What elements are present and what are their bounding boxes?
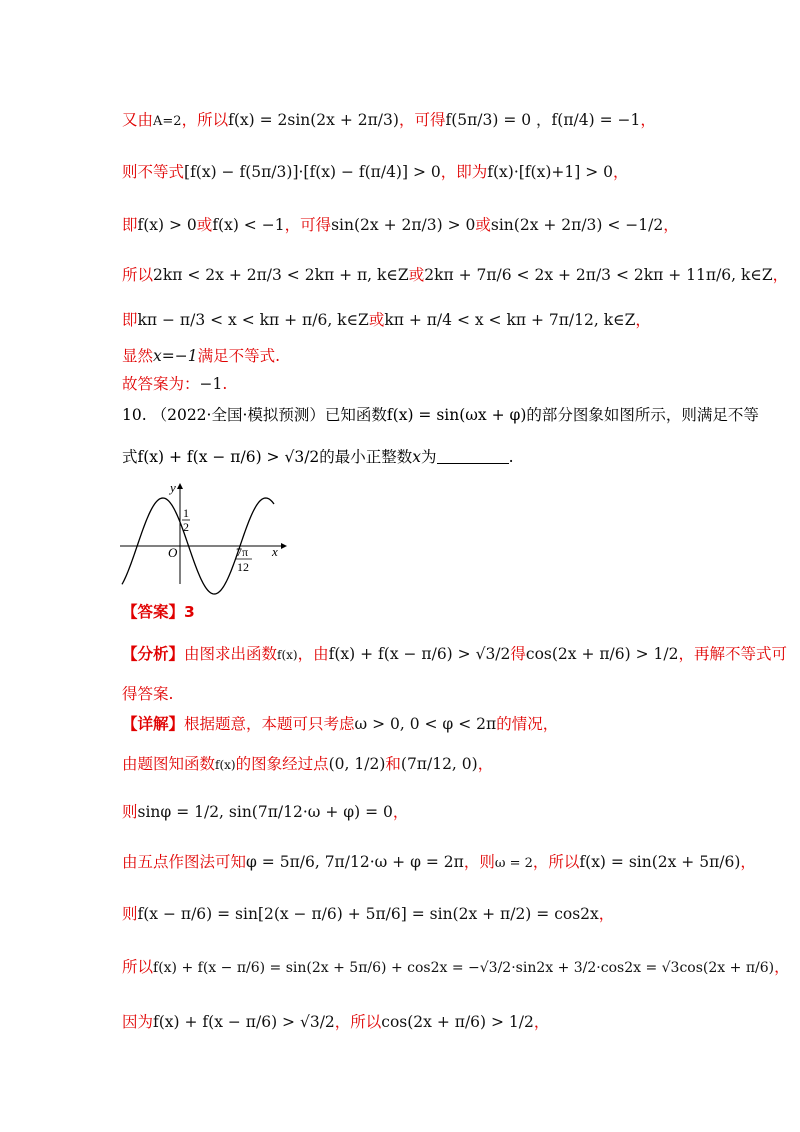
solution-line-4: 所以2kπ < 2x + 2π/3 < 2kπ + π, k∈Z或2kπ + 7π/6 < 2x + 2π/3 < 2kπ + 11π/6, k∈Z， (122, 266, 789, 284)
analysis-line-2: 得答案. (122, 685, 174, 703)
x-tick-denominator: 12 (237, 560, 249, 574)
answer-label: 【答案】 (122, 603, 185, 621)
y-axis-arrow (177, 483, 183, 489)
problem-line-1: 10. （2022·全国·模拟预测）已知函数f(x) = sin(ωx + φ)的部分图象如图所示，则满足不等 (122, 406, 759, 424)
detail-line-7: 因为f(x) + f(x − π/6) > √3/2，所以cos(2x + π/6) > 1/2， (122, 1013, 550, 1031)
solution-line-2: 则不等式[f(x) − f(5π/3)]·[f(x) − f(π/4)] > 0，即为f(x)·[f(x)+1] > 0， (122, 163, 629, 181)
detail-line-5: 则f(x − π/6) = sin[2(x − π/6) + 5π/6] = sin(2x + π/2) = cos2x， (122, 905, 615, 923)
analysis-line-1: 【分析】由图求出函数f(x)，由f(x) + f(x − π/6) > √3/2得cos(2x + π/6) > 1/2，再解不等式可 (122, 645, 787, 663)
x-axis-label: x (272, 544, 278, 559)
origin-label: O (168, 545, 178, 560)
problem-number: 10. (122, 406, 147, 424)
problem-source: （2022·全国·模拟预测） (151, 406, 325, 424)
detail-line-6: 所以f(x) + f(x − π/6) = sin(2x + 5π/6) + cos2x = −√3/2·sin2x + 3/2·cos2x = √3cos(2x + π/6)， (122, 958, 790, 976)
answer-value: 3 (184, 603, 195, 621)
detail-label: 【详解】 (122, 715, 185, 733)
solution-line-1: 又由A=2，所以f(x) = 2sin(2x + 2π/3)，可得f(5π/3) = 0 ，f(π/4) = −1， (122, 111, 656, 129)
solution-line-3: 即f(x) > 0或f(x) < −1，可得sin(2x + 2π/3) > 0或sin(2x + 2π/3) < −1/2， (122, 216, 679, 234)
answer-blank (437, 449, 509, 464)
solution-line-5: 即kπ − π/3 < x < kπ + π/6, k∈Z或kπ + π/4 < x < kπ + 7π/12, k∈Z， (122, 311, 651, 329)
function-graph (116, 480, 286, 584)
y-axis-label: y (170, 480, 176, 495)
detail-line-2: 由题图知函数f(x)的图象经过点(0, 1/2)和(7π/12, 0)， (122, 755, 494, 773)
detail-line-4: 由五点作图法可知φ = 5π/6, 7π/12·ω + φ = 2π，则ω = 2，所以f(x) = sin(2x + 5π/6)， (122, 853, 756, 871)
y-tick-numerator: 1 (183, 506, 189, 520)
y-tick-denominator: 2 (183, 520, 189, 534)
solution-line-7: 故答案为：−1. (122, 375, 228, 393)
analysis-label: 【分析】 (122, 645, 185, 663)
solution-line-6: 显然x=−1满足不等式. (122, 347, 281, 365)
answer-line (122, 600, 195, 622)
x-axis-arrow (281, 543, 287, 549)
x-tick-numerator: 7π (236, 545, 249, 559)
detail-line-3: 则sinφ = 1/2, sin(7π/12·ω + φ) = 0， (122, 803, 409, 821)
detail-line-1: 【详解】根据题意，本题可只考虑ω > 0, 0 < φ < 2π的情况， (122, 715, 559, 733)
problem-line-2: 式f(x) + f(x − π/6) > √3/2的最小正整数x为 . (122, 448, 514, 466)
